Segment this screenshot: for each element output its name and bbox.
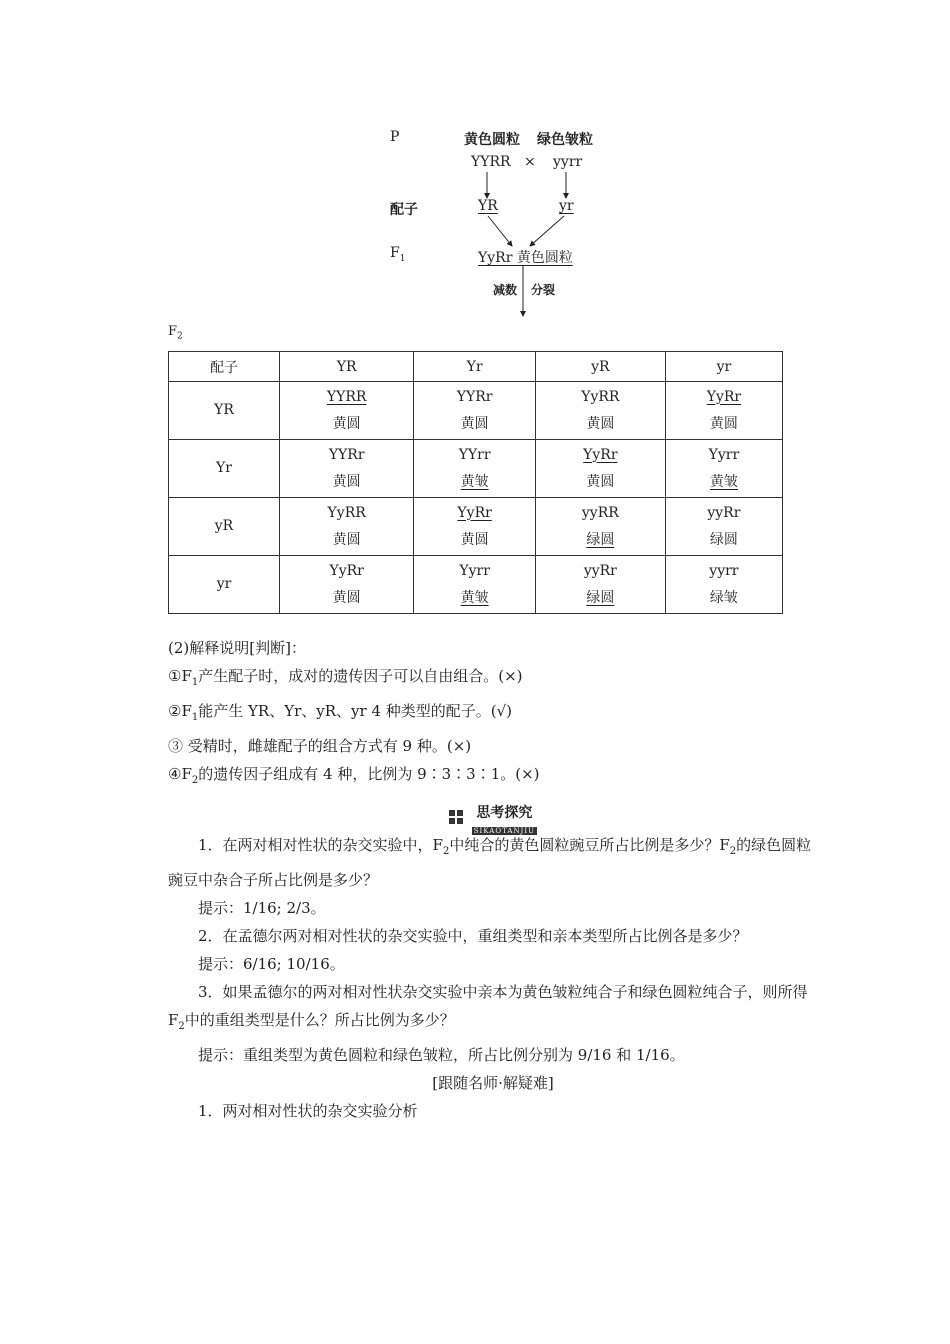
- punnett-square: [168, 351, 783, 614]
- cell-phenotype: 黄皱: [460, 589, 489, 606]
- think-explore-banner: [168, 798, 818, 835]
- cell-phenotype: 黄圆: [332, 415, 361, 432]
- process-left: 减数: [493, 283, 518, 297]
- cell-phenotype: 黄皱: [460, 473, 489, 490]
- cell-phenotype: 绿圆: [586, 531, 615, 548]
- cell-genotype: Yyrr: [459, 562, 490, 579]
- table-cell: [414, 382, 536, 440]
- table-cell: [280, 556, 414, 614]
- think-subtitle: SIKAOTANJIU: [473, 827, 536, 835]
- cell-phenotype: 黄圆: [709, 415, 738, 432]
- table-cell: [414, 498, 536, 556]
- row-gamete: yr: [169, 556, 280, 614]
- row-gamete: YR: [169, 382, 280, 440]
- judgement-item-1: $①F_1$产生配子时，成对的遗传因子可以自由组合。(×): [168, 667, 523, 688]
- column-header: yR: [535, 352, 665, 382]
- table-row: [169, 382, 783, 440]
- grid-icon: [449, 810, 463, 824]
- cell-genotype: YYRr: [328, 446, 365, 463]
- cell-phenotype: 黄圆: [586, 473, 615, 490]
- column-header: yr: [665, 352, 782, 382]
- cross-diagram: [380, 120, 640, 320]
- answer-3: 提示：重组类型为黄色圆粒和绿色皱粒，所占比例分别为 9/16 和 1/16。: [198, 1046, 685, 1064]
- question-2: 2．在孟德尔两对相对性状的杂交实验中，重组类型和亲本类型所占比例各是多少？: [198, 927, 748, 945]
- table-corner: 配子: [169, 352, 280, 382]
- answer-1: 提示：1/16; 2/3。: [198, 899, 326, 917]
- table-cell: [535, 440, 665, 498]
- think-title: 思考探究: [476, 805, 533, 821]
- table-row: [169, 556, 783, 614]
- cell-phenotype: 绿圆: [709, 531, 738, 548]
- gamete2: yr: [559, 198, 574, 214]
- table-cell: [280, 382, 414, 440]
- answer-2: 提示：6/16; 10/16。: [198, 955, 345, 973]
- cell-phenotype: 黄圆: [332, 531, 361, 548]
- cell-genotype: YyRr: [457, 504, 492, 521]
- cell-genotype: yyrr: [709, 562, 739, 579]
- cell-genotype: YYRR: [326, 388, 367, 405]
- cell-phenotype: 黄圆: [460, 415, 489, 432]
- column-header: YR: [280, 352, 414, 382]
- cell-phenotype: 黄圆: [332, 473, 361, 490]
- column-header: Yr: [414, 352, 536, 382]
- analysis-heading: 1．两对相对性状的杂交实验分析: [198, 1102, 418, 1120]
- f1-label: $F_1$: [390, 245, 406, 264]
- table-row: [169, 498, 783, 556]
- table-cell: [535, 556, 665, 614]
- question-1: 1．在两对相对性状的杂交实验中，$F_2$中纯合的黄色圆粒豌豆所占比例是多少？$F_2$的绿色圆粒豌豆中杂合子所占比例是多少？: [168, 836, 812, 889]
- section-heading: [跟随名师·解疑难]: [432, 1074, 554, 1092]
- cell-phenotype: 黄圆: [586, 415, 615, 432]
- cell-genotype: YyRr: [706, 388, 742, 405]
- cross-sign: ×: [524, 154, 536, 170]
- parent2-genotype: yyrr: [553, 154, 583, 170]
- gamete-label: 配子: [390, 202, 418, 218]
- judgement-item-2: $②F_1$能产生 YR、Yr、yR、yr 4 种类型的配子。(√): [168, 702, 513, 723]
- f1-result: YyRr 黄色圆粒: [478, 250, 573, 266]
- cell-genotype: YyRR: [581, 388, 620, 405]
- parent1-phenotype: 黄色圆粒: [464, 132, 520, 148]
- cell-genotype: YyRr: [329, 562, 364, 579]
- table-cell: [665, 498, 782, 556]
- table-body: [169, 382, 783, 614]
- p-label: P: [390, 129, 400, 145]
- gamete1: YR: [478, 198, 498, 214]
- cell-phenotype: 绿圆: [586, 589, 615, 606]
- parent2-phenotype: 绿色皱粒: [537, 132, 593, 148]
- parent1-genotype: YYRR: [471, 154, 511, 170]
- cell-genotype: YyRr: [583, 446, 618, 463]
- judgement-item-4: $④F_2$的遗传因子组成有 4 种，比例为 9∶3∶3∶1。(×): [168, 765, 540, 786]
- table-cell: [414, 440, 536, 498]
- table-row: [169, 440, 783, 498]
- cell-genotype: yyRr: [707, 504, 741, 521]
- f2-label: $F_2$: [168, 324, 183, 342]
- cell-genotype: Yyrr: [708, 446, 740, 463]
- cell-phenotype: 黄圆: [332, 589, 361, 606]
- explain-heading: (2)解释说明[判断]：: [168, 639, 306, 657]
- cell-phenotype: 绿皱: [709, 589, 738, 606]
- process-right: 分裂: [531, 283, 556, 297]
- body-text: [168, 634, 818, 1125]
- judgement-item-3: ③ 受精时，雌雄配子的组合方式有 9 种。(×): [168, 737, 472, 755]
- cell-phenotype: 黄圆: [460, 531, 489, 548]
- table-cell: [665, 382, 782, 440]
- table-cell: [280, 498, 414, 556]
- cell-genotype: YYRr: [456, 388, 493, 405]
- row-gamete: Yr: [169, 440, 280, 498]
- table-cell: [280, 440, 414, 498]
- table-cell: [535, 498, 665, 556]
- cell-genotype: YYrr: [458, 446, 491, 463]
- row-gamete: yR: [169, 498, 280, 556]
- table-cell: [665, 556, 782, 614]
- question-3: 3．如果孟德尔的两对相对性状杂交实验中亲本为黄色皱粒纯合子和绿色圆粒纯合子，则所得$F_2$中的重组类型是什么？所占比例为多少？: [168, 983, 808, 1032]
- table-cell: [414, 556, 536, 614]
- cell-genotype: YyRR: [327, 504, 366, 521]
- cell-genotype: yyRr: [583, 562, 617, 579]
- cell-phenotype: 黄皱: [709, 473, 738, 490]
- table-cell: [665, 440, 782, 498]
- table-cell: [535, 382, 665, 440]
- cell-genotype: yyRR: [581, 504, 619, 521]
